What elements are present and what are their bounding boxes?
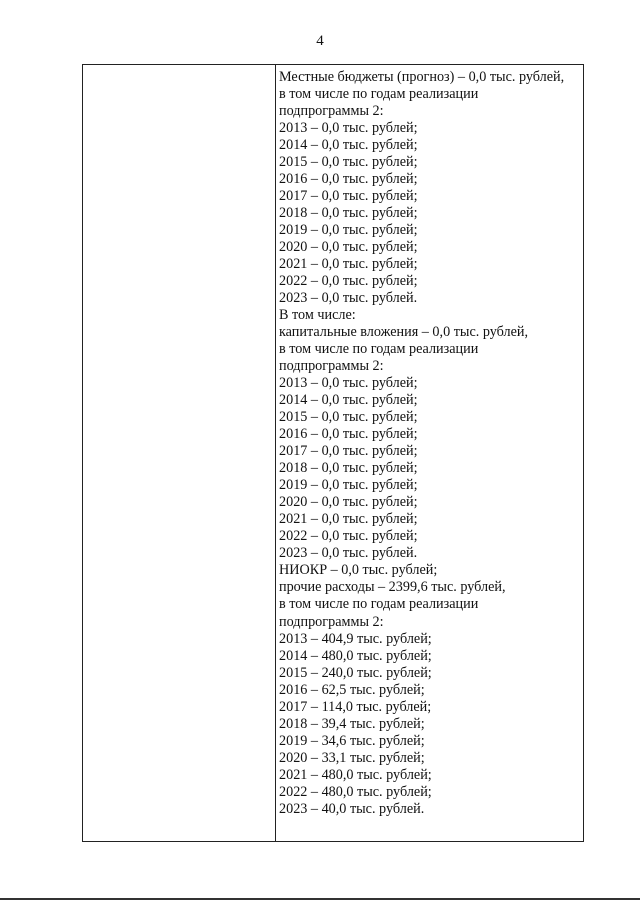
text-line: 2016 – 0,0 тыс. рублей; bbox=[279, 426, 418, 443]
text-line: 2015 – 0,0 тыс. рублей; bbox=[279, 409, 418, 426]
text-line: 2019 – 34,6 тыс. рублей; bbox=[279, 732, 425, 749]
text-line: 2021 – 0,0 тыс. рублей; bbox=[279, 256, 418, 273]
text-line: 2023 – 0,0 тыс. рублей. bbox=[279, 545, 418, 562]
text-line: 2014 – 480,0 тыс. рублей; bbox=[279, 647, 432, 664]
text-line: 2018 – 39,4 тыс. рублей; bbox=[279, 715, 425, 732]
text-line: 2013 – 404,9 тыс. рублей; bbox=[279, 630, 432, 647]
text-line: 2017 – 114,0 тыс. рублей; bbox=[279, 698, 432, 715]
text-line: Местные бюджеты (прогноз) – 0,0 тыс. рублей, bbox=[279, 69, 565, 85]
text-line: 2022 – 0,0 тыс. рублей; bbox=[279, 273, 418, 290]
text-line: 2016 – 62,5 тыс. рублей; bbox=[279, 681, 425, 698]
table-right-cell bbox=[279, 69, 579, 818]
text-line: 2013 – 0,0 тыс. рублей; bbox=[279, 120, 418, 137]
text-line: капитальные вложения – 0,0 тыс. рублей, bbox=[279, 324, 529, 341]
text-line: 2014 – 0,0 тыс. рублей; bbox=[279, 392, 418, 409]
text-line: 2019 – 0,0 тыс. рублей; bbox=[279, 477, 418, 494]
text-line: 2013 – 0,0 тыс. рублей; bbox=[279, 375, 418, 392]
text-line: 2016 – 0,0 тыс. рублей; bbox=[279, 171, 418, 188]
text-line: 2015 – 0,0 тыс. рублей; bbox=[279, 154, 418, 171]
text-line: 2014 – 0,0 тыс. рублей; bbox=[279, 137, 418, 154]
text-line: подпрограммы 2: bbox=[279, 103, 384, 120]
text-line: в том числе по годам реализации bbox=[279, 341, 479, 358]
text-line: 2017 – 0,0 тыс. рублей; bbox=[279, 443, 418, 460]
text-line: 2020 – 33,1 тыс. рублей; bbox=[279, 749, 425, 766]
text-line: НИОКР – 0,0 тыс. рублей; bbox=[279, 562, 438, 579]
text-line: в том числе по годам реализации bbox=[279, 86, 479, 103]
text-line: 2022 – 0,0 тыс. рублей; bbox=[279, 528, 418, 545]
text-line: подпрограммы 2: bbox=[279, 358, 384, 375]
text-line: 2018 – 0,0 тыс. рублей; bbox=[279, 460, 418, 477]
text-line: 2020 – 0,0 тыс. рублей; bbox=[279, 494, 418, 511]
page-number: 4 bbox=[316, 33, 324, 49]
text-line: 2017 – 0,0 тыс. рублей; bbox=[279, 188, 418, 205]
text-line: 2022 – 480,0 тыс. рублей; bbox=[279, 783, 432, 800]
text-line: В том числе: bbox=[279, 307, 356, 324]
text-line: 2019 – 0,0 тыс. рублей; bbox=[279, 222, 418, 239]
text-line: 2023 – 0,0 тыс. рублей. bbox=[279, 290, 418, 307]
text-line: 2018 – 0,0 тыс. рублей; bbox=[279, 205, 418, 222]
text-line: 2021 – 0,0 тыс. рублей; bbox=[279, 511, 418, 528]
table-left-cell bbox=[83, 65, 276, 841]
text-line: 2021 – 480,0 тыс. рублей; bbox=[279, 766, 432, 783]
text-line: в том числе по годам реализации bbox=[279, 596, 479, 613]
text-line: подпрограммы 2: bbox=[279, 613, 384, 630]
document-table bbox=[82, 64, 584, 842]
text-line: 2015 – 240,0 тыс. рублей; bbox=[279, 664, 432, 681]
text-line: 2020 – 0,0 тыс. рублей; bbox=[279, 239, 418, 256]
bottom-scan-edge bbox=[0, 898, 640, 900]
text-line: прочие расходы – 2399,6 тыс. рублей, bbox=[279, 579, 506, 596]
text-line: 2023 – 40,0 тыс. рублей. bbox=[279, 800, 425, 817]
